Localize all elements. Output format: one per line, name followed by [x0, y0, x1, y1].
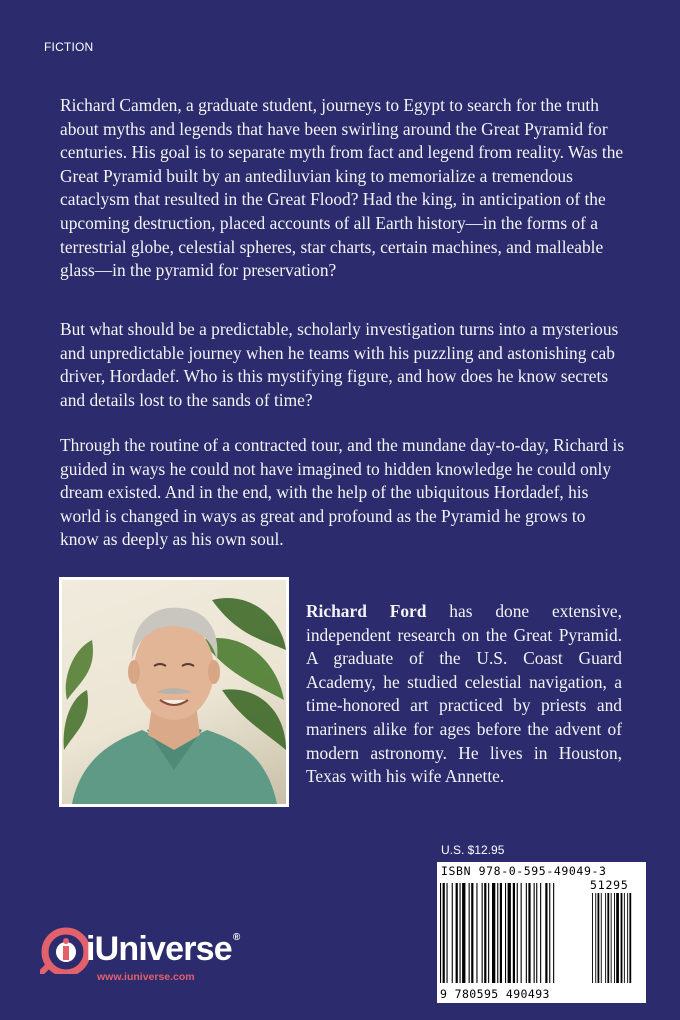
author-name: Richard Ford: [306, 601, 427, 621]
publisher-name: [86, 930, 239, 969]
publisher-url: www.iuniverse.com: [97, 971, 195, 983]
author-photo: [62, 580, 286, 804]
registered-mark: ®: [232, 932, 240, 943]
blurb-paragraph-1: [60, 94, 628, 283]
author-bio: [306, 600, 622, 789]
blurb-paragraph-2: [60, 318, 628, 412]
author-bio-text: has done extensive, independent research on the Great Pyramid. A graduate of the U.S. Coast Guard Academy, he studied celestial navigation, a time-honored art practiced by priests and mariners alike for ages before the advent of modern astronomy. He lives in Houston, Texas with his wife Annette.: [306, 601, 622, 787]
publisher-name-text: iUniverse: [86, 930, 232, 968]
author-portrait-illustration: [62, 580, 286, 804]
blurb-paragraph-3: [60, 434, 628, 552]
isbn-number: ISBN 978-0-595-49049-3: [441, 864, 607, 878]
blurb-text: Through the routine of a contracted tour, and the mundane day-to-day, Richard is guided in ways he could not have imagined to hidden knowledge he could only dream existed. And in the end, with the help of the ubiquitous Hordadef, his world is changed in ways as great and profound as the Pyramid he grows to know as deeply as his own soul.: [60, 435, 625, 550]
genre-label: FICTION: [44, 40, 94, 54]
author-photo-frame: [59, 577, 289, 807]
addon-price-code: 51295: [590, 878, 629, 892]
price-label: U.S. $12.95: [441, 843, 505, 857]
ean-digits: 9 780595 490493: [440, 987, 550, 1001]
barcode-bars: [440, 877, 643, 985]
blurb-text: But what should be a predictable, scholarly investigation turns into a mysterious and unpredictable journey when he teams with his puzzling and astonishing cab driver, Hordadef. Who is this mystifying figure, and how does he know secrets and details lost to the sands of time?: [60, 319, 619, 410]
isbn-barcode: [437, 862, 646, 1003]
blurb-text: Richard Camden, a graduate student, journeys to Egypt to search for the truth about myths and legends that have been swirling around the Great Pyramid for centuries. His goal is to separate myth from fact and legend from reality. Was the Great Pyramid built by an antediluvian king to memorialize a tremendous cataclysm that resulted in the Great Flood? Had the king, in anticipation of the upcoming destruction, placed accounts of all Earth history—in the forms of a terrestrial globe, celestial spheres, star charts, certain machines, and malleable glass—in the pyramid for preservation?: [60, 95, 624, 281]
